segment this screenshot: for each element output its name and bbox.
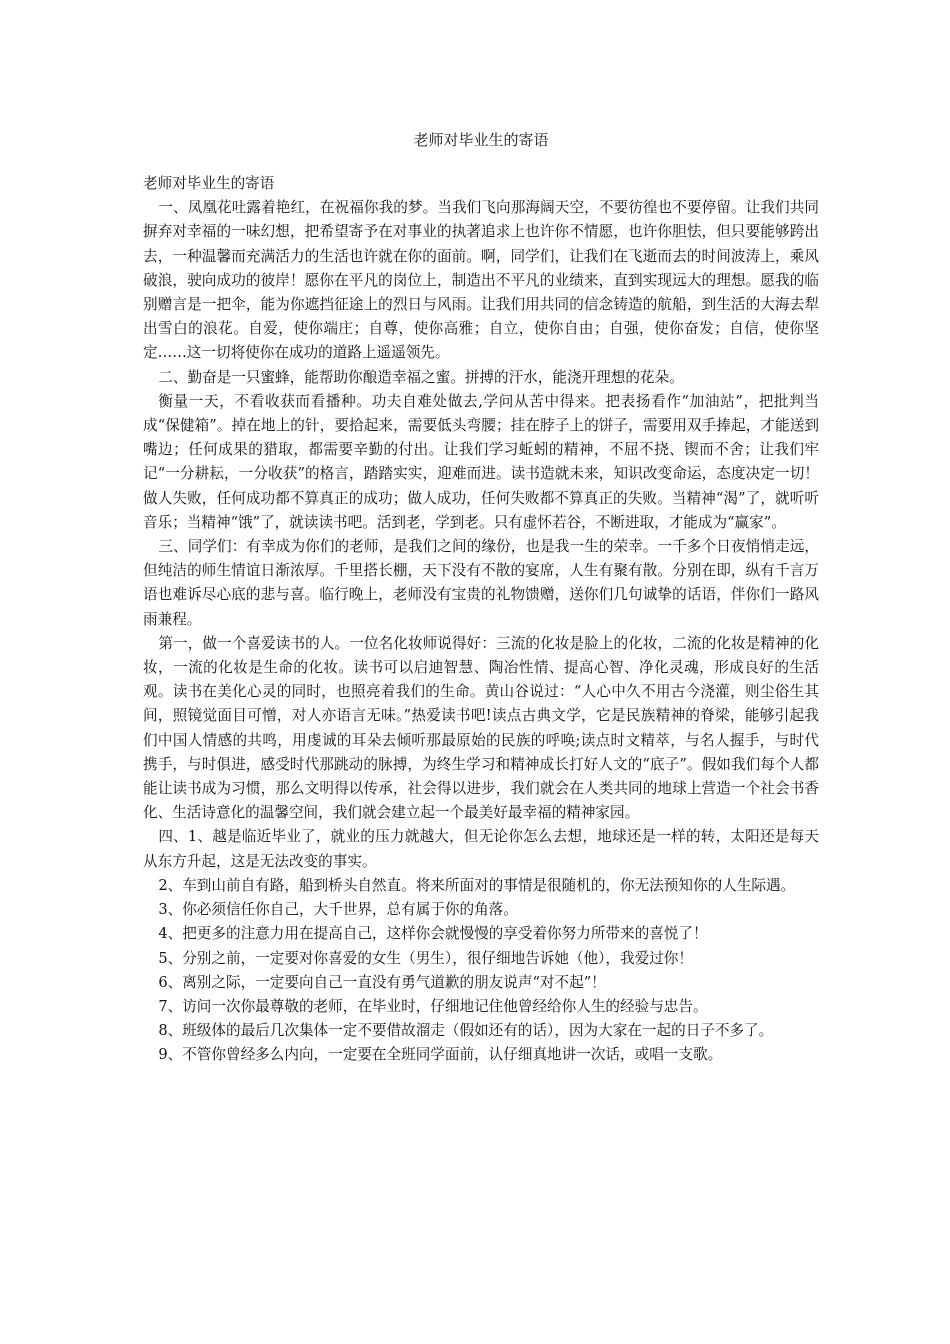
paragraph: 第一，做一个喜爱读书的人。一位名化妆师说得好：三流的化妆是脸上的化妆，二流的化妆是精神的化妆，一流的化妆是生命的化妆。读书可以启迪智慧、陶冶性情、提高心智、净化灵魂，形成良好的生活观。读书在美化心灵的同时，也照亮着我们的生命。黄山谷说过：“人心中久不用古今浇灌，则尘俗生其间，照镜觉面目可憎，对人亦语言无味。”热爱读书吧!读点古典文学，它是民族精神的脊梁，能够引起我们中国人情感的共鸣，用虔诚的耳朵去倾听那最原始的民族的呼唤;读点时文精萃，与名人握手，与时代携手，与时俱进，感受时代那跳动的脉搏，为终生学习和精神成长打好人文的“底子”。假如我们每个人都能让读书成为习惯，那么文明得以传承，社会得以进步，我们就会在人类共同的地球上营造一个社会书香化、生活诗意化的温馨空间，我们就会建立起一个最美好最幸福的精神家园。 [143, 634, 819, 822]
paragraph: 8、班级体的最后几次集体一定不要借故溜走（假如还有的话），因为大家在一起的日子不多了。 [158, 1022, 774, 1040]
paragraph: 四、1、越是临近毕业了，就业的压力就越大，但无论你怎么去想，地球还是一样的转，太阳还是每天从东方升起，这是无法改变的事实。 [143, 828, 819, 870]
paragraph: 三、同学们：有幸成为你们的老师，是我们之间的缘份，也是我一生的荣幸。一千多个日夜悄悄走远，但纯洁的师生情谊日渐浓厚。千里搭长棚，天下没有不散的宴席，人生有聚有散。分别在即，纵有千言万语也难诉尽心底的悲与喜。临行晚上，老师没有宝贵的礼物馈赠，送你们几句诚挚的话语，伴你们一路风雨兼程。 [143, 538, 819, 628]
document-title: 老师对毕业生的寄语 [413, 131, 549, 149]
document-body [143, 172, 819, 1068]
document-subtitle: 老师对毕业生的寄语 [143, 175, 275, 192]
paragraph: 6、离别之际，一定要向自己一直没有勇气道歉的朋友说声“对不起”！ [158, 973, 606, 991]
paragraph: 5、分别之前，一定要对你喜爱的女生（男生），很仔细地告诉她（他），我爱过你！ [158, 949, 693, 967]
paragraph: 2、车到山前自有路，船到桥头自然直。将来所面对的事情是很随机的，你无法预知你的人生际遇。 [158, 876, 796, 894]
paragraph: 9、不管你曾经多么内向，一定要在全班同学面前，认仔细真地讲一次话，或唱一支歌。 [158, 1046, 723, 1064]
paragraph: 4、把更多的注意力用在提高自己，这样你会就慢慢的享受着你努力所带来的喜悦了！ [158, 925, 708, 943]
paragraph: 一、凤凰花吐露着艳红，在祝福你我的梦。当我们飞向那海阔天空，不要彷徨也不要停留。让我们共同摒弃对幸福的一味幻想，把希望寄予在对事业的执著追求上也许你不情愿，也许你胆怯，但只要能够跨出去，一种温馨而充满活力的生活也许就在你的面前。啊，同学们，让我们在飞逝而去的时间波涛上，乘风破浪，驶向成功的彼岸！愿你在平凡的岗位上，制造出不平凡的业绩来，直到实现远大的理想。愿我的临别赠言是一把伞，能为你遮挡征途上的烈日与风雨。让我们用共同的信念铸造的航船，到生活的大海去犁出雪白的浪花。自爱，使你端庄；自尊，使你高雅；自立，使你自由；自强，使你奋发；自信，使你坚定……这一切将使你在成功的道路上遥遥领先。 [143, 199, 819, 362]
paragraph: 7、访问一次你最尊敬的老师，在毕业时，仔细地记住他曾经给你人生的经验与忠告。 [158, 997, 708, 1015]
paragraph: 衡量一天，不看收获而看播种。功夫自难处做去,学问从苦中得来。把表扬看作“加油站”，把批判当成“保健箱”。掉在地上的针，要拾起来，需要低头弯腰；挂在脖子上的饼子，需要用双手捧起，才能送到嘴边；任何成果的猎取，都需要辛勤的付出。让我们学习蚯蚓的精神，不屈不挠、锲而不舍；让我们牢记“一分耕耘，一分收获”的格言，踏踏实实，迎难而进。读书造就未来，知识改变命运，态度决定一切！做人失败，任何成功都不算真正的成功；做人成功，任何失败都不算真正的失败。当精神“渴”了，就听听音乐；当精神“饿”了，就读读书吧。活到老，学到老。只有虚怀若谷，不断进取，才能成为“赢家”。 [143, 392, 819, 531]
paragraph: 二、勤奋是一只蜜蜂，能帮助你酿造幸福之蜜。拼搏的汗水，能浇开理想的花朵。 [158, 368, 684, 386]
paragraph: 3、你必须信任你自己，大千世界，总有属于你的角落。 [158, 901, 518, 919]
